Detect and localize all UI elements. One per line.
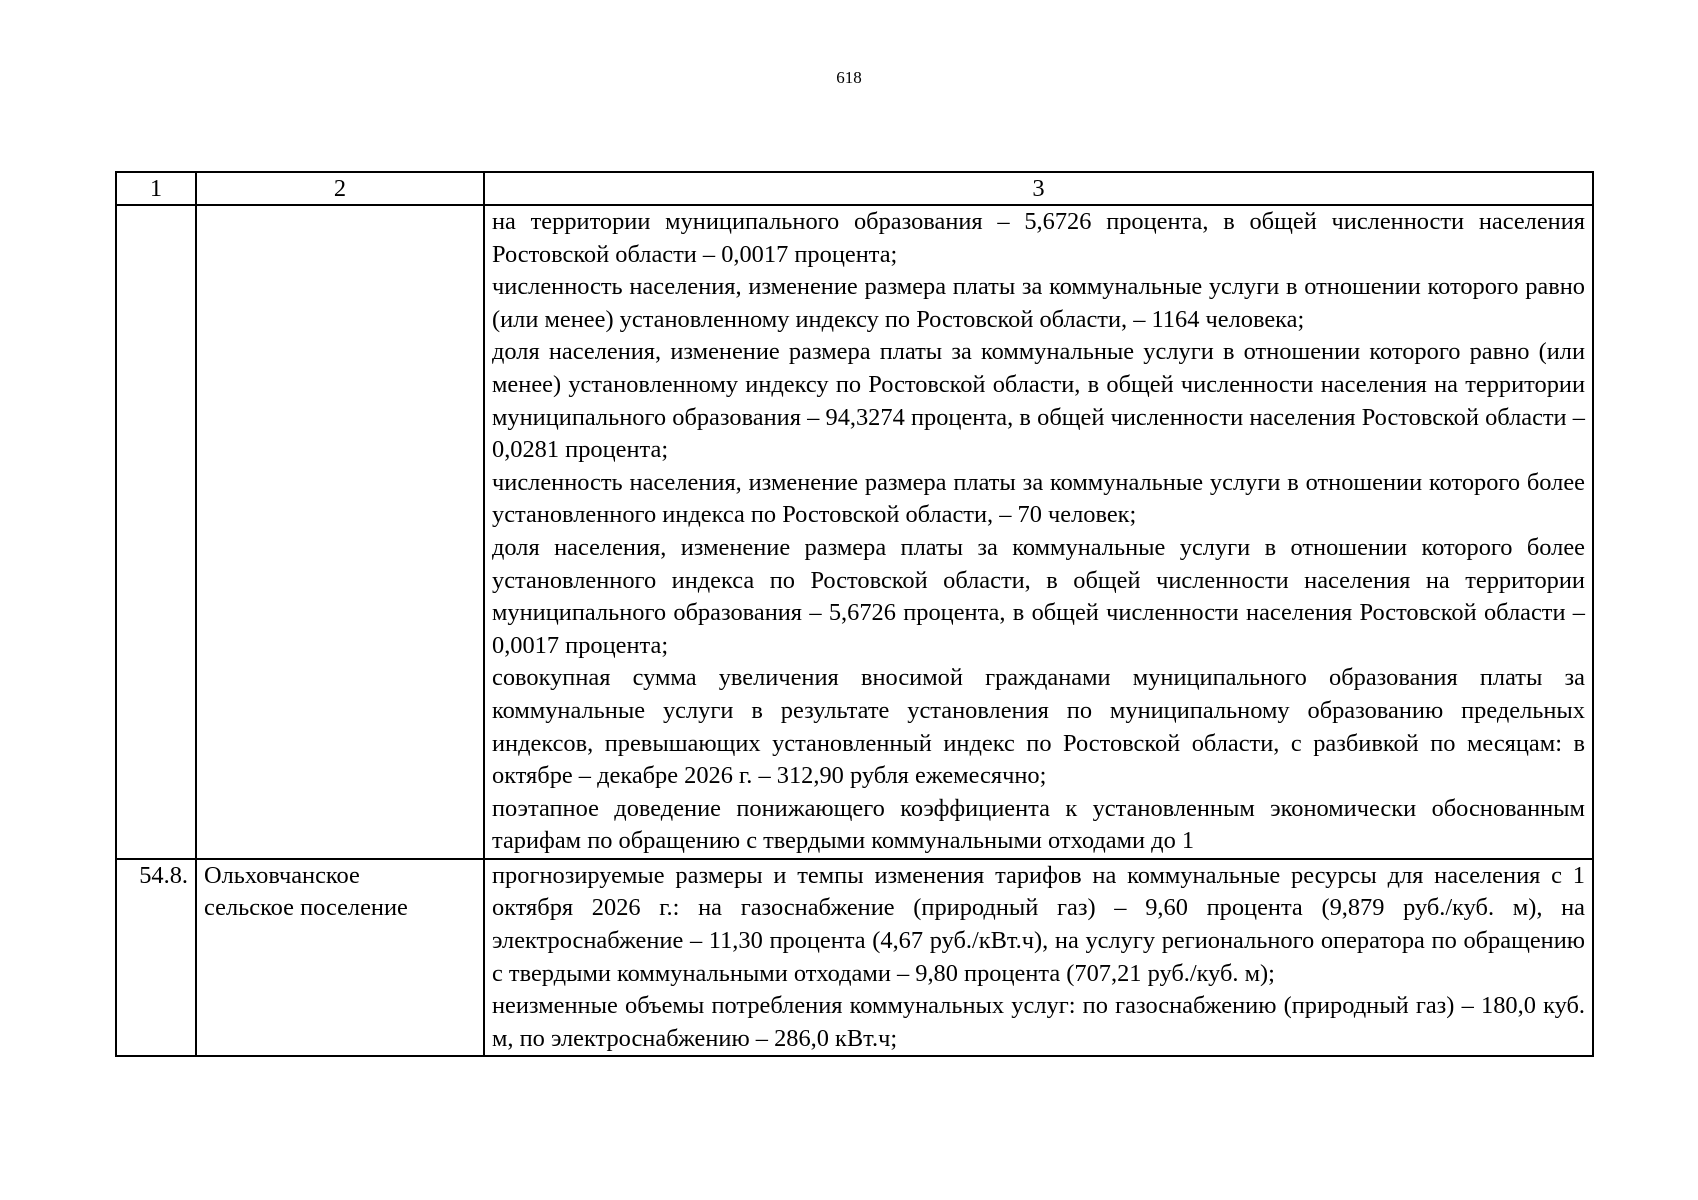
header-cell-1: 1 — [116, 172, 196, 205]
paragraph: доля населения, изменение размера платы за коммунальные услуги в отношении которого равно (или менее) установленному индексу по Ростовской области, в общей численности населения на территории муниципального образования – 94,3274 процента, в общей численности населения Ростовской области – 0,0281 процента; — [492, 338, 1585, 464]
paragraph: численность населения, изменение размера платы за коммунальные услуги в отношении которого более установленного индекса по Ростовской области, – 70 человек; — [492, 468, 1585, 529]
settlement-name: Ольховчанское сельское поселение — [196, 859, 484, 1057]
header-cell-3: 3 — [484, 172, 1593, 205]
page-number: 618 — [836, 68, 862, 87]
table-row — [116, 205, 1593, 859]
paragraph: прогнозируемые размеры и темпы изменения тарифов на коммунальные ресурсы для населения с 1 октября 2026 г.: на газоснабжение (природный газ) – 9,60 процента (9,879 руб./куб. м), на электроснабжение – 11,30 процента (4,67 руб./кВт.ч), на услугу регионального оператора по обращению с твердыми коммунальными отходами – 9,80 процента (707,21 руб./куб. м); — [492, 861, 1585, 987]
description-cell — [484, 859, 1593, 1057]
settlement-name — [196, 205, 484, 859]
paragraph: поэтапное доведение понижающего коэффициента к установленным экономически обоснованным тарифам по обращению с твердыми коммунальными отходами до 1 — [492, 794, 1585, 855]
table-header-row — [116, 172, 1593, 205]
paragraph: численность населения, изменение размера платы за коммунальные услуги в отношении которого равно (или менее) установленному индексу по Ростовской области, – 1164 человека; — [492, 273, 1585, 333]
description-cell — [484, 205, 1593, 859]
paragraph: на территории муниципального образования – 5,6726 процента, в общей численности населения Ростовской области – 0,0017 процента; — [492, 208, 1585, 268]
paragraph: доля населения, изменение размера платы за коммунальные услуги в отношении которого более установленного индекса по Ростовской области, в общей численности населения на территории муниципального образования – 5,6726 процента, в общей численности населения Ростовской области – 0,0017 процента; — [492, 533, 1585, 659]
paragraph: неизменные объемы потребления коммунальных услуг: по газоснабжению (природный газ) – 180,0 куб. м, по электроснабжению – 286,0 кВт.ч; — [492, 992, 1585, 1052]
row-number — [116, 205, 196, 859]
table-row — [116, 859, 1593, 1057]
tariff-table — [115, 171, 1594, 1057]
paragraph: совокупная сумма увеличения вносимой гражданами муниципального образования платы за коммунальные услуги в результате установления по муниципальному образованию предельных индексов, превышающих установленный индекс по Ростовской области, с разбивкой по месяцам: в октябре – декабре 2026 г. – 312,90 рубля ежемесячно; — [492, 664, 1585, 790]
header-cell-2: 2 — [196, 172, 484, 205]
row-number: 54.8. — [116, 859, 196, 1057]
